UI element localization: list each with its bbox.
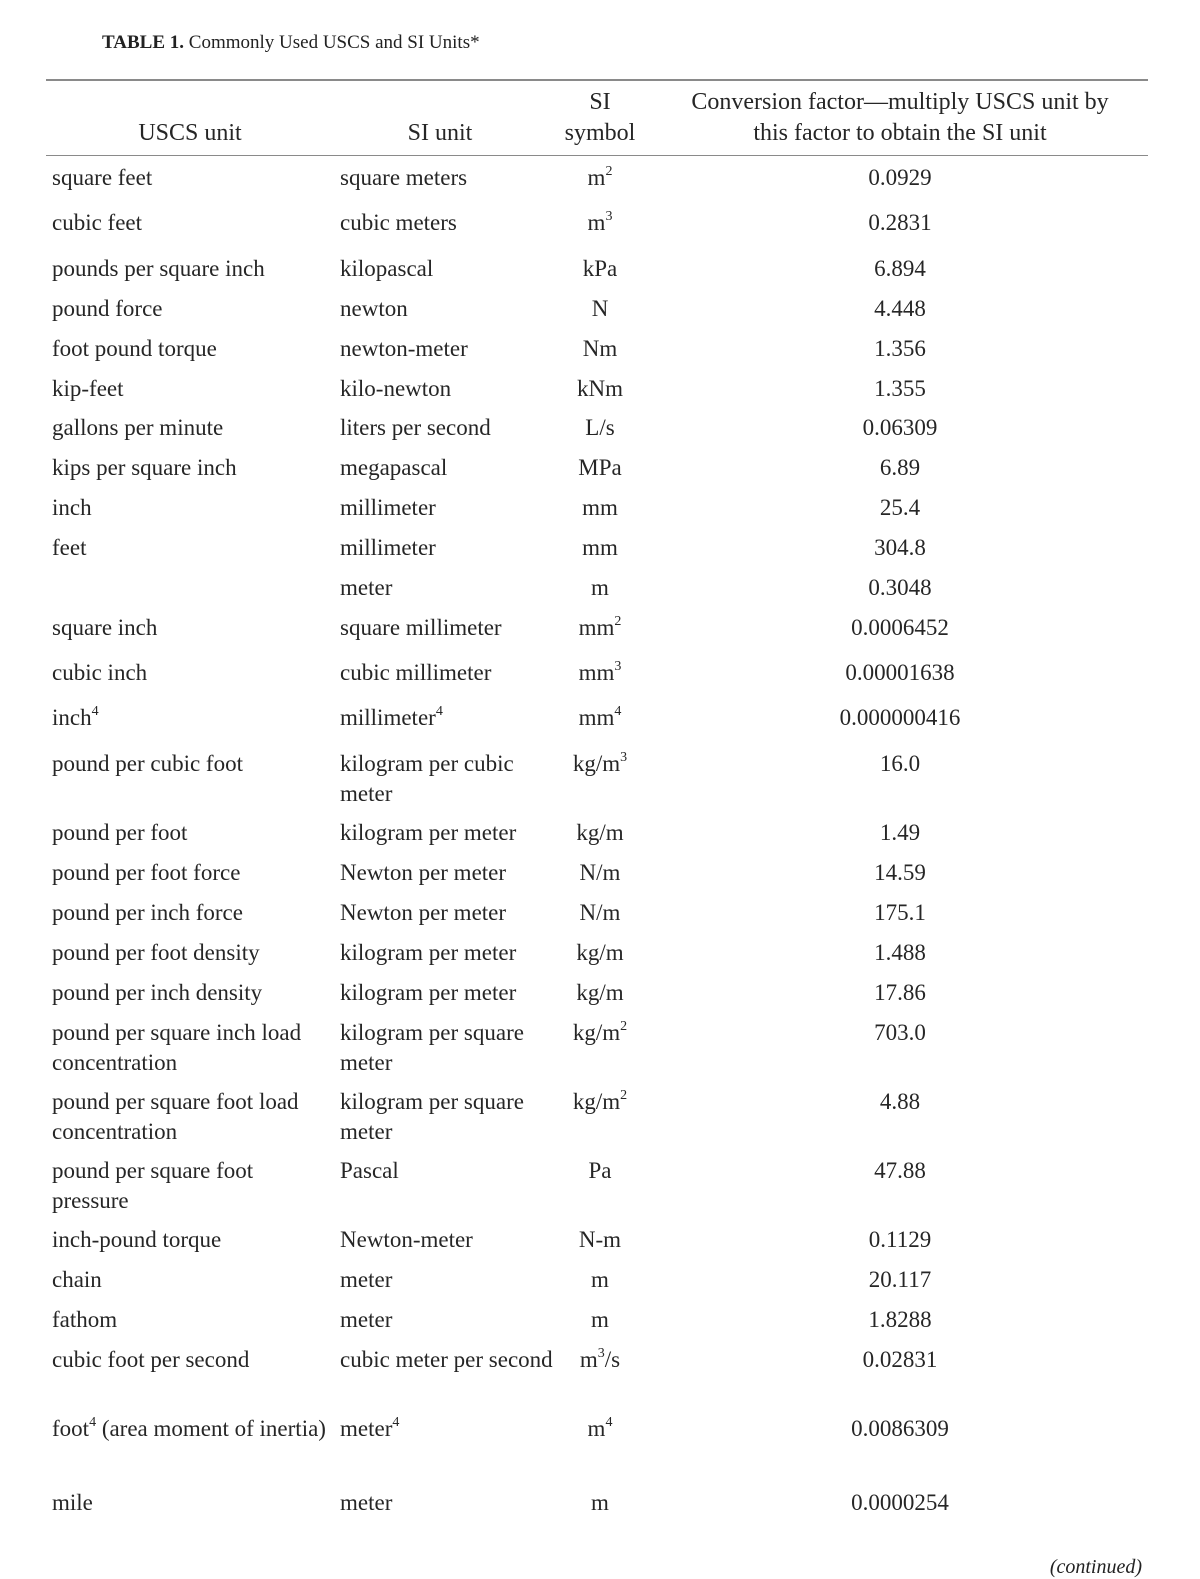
conversion-factor-cell — [700, 208, 1100, 238]
si-symbol-cell-text: kg/m — [572, 1020, 621, 1045]
si-symbol-cell-text: N-m — [578, 1227, 622, 1252]
si-unit-cell-text: meter — [340, 1267, 393, 1292]
si-symbol-cell-text: mm — [578, 705, 615, 730]
si-symbol-cell — [548, 703, 652, 733]
si-unit-cell-text: kilogram per meter — [340, 820, 517, 845]
uscs-unit-cell-text: inch — [52, 705, 92, 730]
conversion-factor-cell-text: 1.356 — [874, 336, 926, 361]
conversion-factor-cell-text: 4.448 — [874, 296, 926, 321]
header-conversion-factor — [660, 87, 1140, 149]
uscs-unit-cell-text: pound per inch density — [52, 980, 263, 1005]
si-symbol-cell — [548, 658, 652, 688]
si-symbol-cell — [548, 858, 652, 888]
header-si-symbol-line1: SI — [589, 89, 611, 115]
si-unit-cell-text: meter — [340, 1416, 393, 1441]
conversion-factor-cell — [700, 818, 1100, 848]
si-symbol-cell — [548, 1305, 652, 1335]
uscs-unit-cell-text: pound per foot — [52, 820, 188, 845]
conversion-factor-cell — [700, 413, 1100, 443]
si-symbol-cell-text: m — [591, 1490, 609, 1515]
si-symbol-cell — [548, 1265, 652, 1295]
conversion-factor-cell-text: 25.4 — [879, 495, 921, 520]
uscs-unit-cell — [52, 1305, 332, 1335]
conversion-factor-cell — [700, 703, 1100, 733]
si-unit-cell — [340, 749, 555, 809]
conversion-factor-cell — [700, 978, 1100, 1008]
si-symbol-cell-text: mm — [578, 615, 615, 640]
si-symbol-cell — [548, 1414, 652, 1444]
uscs-unit-cell-text: pound per foot density — [52, 940, 260, 965]
si-unit-cell — [340, 163, 555, 193]
si-symbol-cell — [548, 493, 652, 523]
uscs-unit-cell-text: gallons per minute — [52, 415, 224, 440]
si-unit-cell — [340, 413, 555, 443]
conversion-factor-cell — [700, 1345, 1100, 1375]
uscs-unit-cell-text: mile — [52, 1490, 93, 1515]
uscs-unit-cell — [52, 453, 332, 483]
si-symbol-cell — [548, 1345, 652, 1375]
conversion-factor-cell-text: 20.117 — [868, 1267, 932, 1292]
header-conversion-factor-line1: Conversion factor—multiply USCS unit by — [691, 89, 1109, 115]
conversion-factor-cell-text: 0.06309 — [862, 415, 938, 440]
uscs-unit-cell-text: cubic feet — [52, 210, 143, 235]
si-symbol-cell-text: kNm — [577, 376, 623, 401]
uscs-unit-cell — [52, 294, 332, 324]
si-unit-cell-text: newton — [340, 296, 408, 321]
uscs-unit-cell-text: pounds per square inch — [52, 256, 265, 281]
si-symbol-cell — [548, 613, 652, 643]
uscs-unit-cell — [52, 1225, 332, 1255]
si-symbol-cell-superscript: 2 — [620, 1088, 628, 1103]
si-unit-cell — [340, 533, 555, 563]
uscs-unit-cell — [52, 658, 332, 688]
si-unit-cell-text: Newton per meter — [340, 860, 507, 885]
conversion-factor-cell-text: 0.0929 — [868, 165, 932, 190]
header-bottom-rule — [46, 155, 1148, 156]
conversion-factor-cell-text: 703.0 — [874, 1020, 926, 1045]
conversion-factor-cell — [700, 1265, 1100, 1295]
caption-text: Commonly Used USCS and SI Units* — [188, 32, 480, 53]
conversion-factor-cell-text: 0.02831 — [862, 1347, 938, 1372]
si-symbol-cell-text: kg/m — [576, 940, 624, 965]
si-symbol-cell — [548, 294, 652, 324]
uscs-unit-cell — [52, 1265, 332, 1295]
conversion-factor-cell — [700, 453, 1100, 483]
si-unit-cell — [340, 898, 555, 928]
header-si-unit: SI unit — [407, 120, 473, 146]
conversion-factor-cell-text: 0.00001638 — [845, 660, 955, 685]
conversion-factor-cell-text: 0.0086309 — [851, 1416, 949, 1441]
si-symbol-cell-text: kg/m — [576, 980, 624, 1005]
conversion-factor-cell — [700, 749, 1100, 779]
si-symbol-cell-text: m — [587, 165, 606, 190]
conversion-factor-cell-text: 16.0 — [879, 751, 921, 776]
uscs-unit-cell — [52, 978, 332, 1008]
conversion-factor-cell-text: 0.1129 — [868, 1227, 932, 1252]
si-unit-cell-text: meter — [340, 575, 393, 600]
si-symbol-cell — [548, 898, 652, 928]
si-unit-cell-text: meter — [340, 1307, 393, 1332]
uscs-unit-cell — [52, 254, 332, 284]
si-unit-cell-superscript: 4 — [435, 704, 443, 719]
conversion-factor-cell — [700, 938, 1100, 968]
conversion-factor-cell — [700, 1488, 1100, 1518]
conversion-factor-cell-text: 0.2831 — [868, 210, 932, 235]
si-symbol-cell-text: m — [591, 1267, 609, 1292]
uscs-unit-cell-text: pound per square foot load concentration — [52, 1089, 299, 1144]
conversion-factor-cell — [700, 493, 1100, 523]
si-unit-cell — [340, 374, 555, 404]
conversion-factor-cell — [700, 254, 1100, 284]
uscs-unit-cell — [52, 1087, 332, 1147]
conversion-factor-cell-text: 1.488 — [874, 940, 926, 965]
uscs-unit-cell-text: cubic inch — [52, 660, 148, 685]
conversion-factor-cell-text: 14.59 — [874, 860, 926, 885]
si-symbol-cell-superscript: 4 — [605, 1415, 613, 1430]
conversion-factor-cell-text: 0.0000254 — [851, 1490, 949, 1515]
si-unit-cell-text: square millimeter — [340, 615, 502, 640]
si-symbol-cell — [548, 254, 652, 284]
si-symbol-cell — [548, 413, 652, 443]
conversion-factor-cell — [700, 1087, 1100, 1117]
si-unit-cell — [340, 858, 555, 888]
si-symbol-cell — [548, 938, 652, 968]
conversion-factor-cell — [700, 658, 1100, 688]
si-symbol-cell-text: kg/m — [572, 1089, 621, 1114]
si-unit-cell-text: kilogram per cubic meter — [340, 751, 514, 806]
uscs-unit-cell-text: foot pound torque — [52, 336, 217, 361]
si-unit-cell — [340, 818, 555, 848]
header-si-symbol — [548, 87, 652, 149]
uscs-unit-cell-text: pound force — [52, 296, 163, 321]
si-unit-cell-text: kilo-newton — [340, 376, 452, 401]
conversion-factor-cell — [700, 374, 1100, 404]
uscs-unit-cell — [52, 334, 332, 364]
si-unit-cell — [340, 978, 555, 1008]
header-conversion-factor-line2: this factor to obtain the SI unit — [753, 120, 1047, 146]
uscs-unit-cell-text: pound per square inch load concentration — [52, 1020, 302, 1075]
si-symbol-cell — [548, 374, 652, 404]
si-unit-cell — [340, 1225, 555, 1255]
si-unit-cell — [340, 1488, 555, 1518]
continued-note: (continued) — [1049, 1556, 1142, 1578]
table-top-rule — [46, 79, 1148, 81]
si-symbol-cell — [548, 749, 652, 779]
si-symbol-cell-text: mm — [578, 660, 615, 685]
uscs-unit-cell-text: cubic foot per second — [52, 1347, 250, 1372]
si-unit-cell-text: megapascal — [340, 455, 448, 480]
si-symbol-cell-superscript: 3 — [614, 659, 622, 674]
conversion-factor-cell-text: 6.894 — [874, 256, 926, 281]
si-symbol-cell — [548, 453, 652, 483]
si-symbol-cell-text: mm — [582, 495, 618, 520]
conversion-factor-cell — [700, 533, 1100, 563]
si-unit-cell-text: cubic meters — [340, 210, 457, 235]
si-symbol-cell-text: kg/m — [572, 751, 621, 776]
conversion-factor-cell — [700, 898, 1100, 928]
si-unit-cell-text: square meters — [340, 165, 468, 190]
si-unit-cell-text: millimeter — [340, 705, 436, 730]
si-unit-cell-text: Newton-meter — [340, 1227, 473, 1252]
si-unit-cell — [340, 938, 555, 968]
uscs-unit-cell — [52, 374, 332, 404]
conversion-factor-cell — [700, 334, 1100, 364]
si-symbol-cell-text: kPa — [582, 256, 618, 281]
uscs-unit-cell — [52, 413, 332, 443]
si-symbol-cell-superscript: 2 — [614, 614, 622, 629]
si-symbol-cell — [548, 1225, 652, 1255]
uscs-unit-cell — [52, 208, 332, 238]
uscs-unit-cell-text: feet — [52, 535, 87, 560]
uscs-unit-cell — [52, 938, 332, 968]
uscs-unit-cell — [52, 613, 332, 643]
si-unit-cell — [340, 453, 555, 483]
si-symbol-cell-superscript: 2 — [620, 1019, 628, 1034]
uscs-unit-cell-text: pound per cubic foot — [52, 751, 243, 776]
uscs-unit-cell — [52, 1018, 332, 1078]
uscs-unit-cell-text: inch — [52, 495, 92, 520]
uscs-unit-cell-text: square feet — [52, 165, 153, 190]
si-symbol-cell — [548, 1156, 652, 1186]
uscs-unit-cell-text: foot — [52, 1416, 90, 1441]
si-unit-cell-text: kilopascal — [340, 256, 434, 281]
conversion-factor-cell — [700, 1018, 1100, 1048]
table-caption — [102, 30, 480, 56]
si-symbol-cell — [548, 334, 652, 364]
si-unit-cell — [340, 493, 555, 523]
si-symbol-cell — [548, 573, 652, 603]
si-symbol-cell-text: mm — [582, 535, 618, 560]
si-symbol-cell — [548, 208, 652, 238]
conversion-factor-cell — [700, 613, 1100, 643]
si-symbol-cell-text: m — [591, 575, 609, 600]
uscs-unit-cell-text: pound per foot force — [52, 860, 241, 885]
conversion-factor-cell-text: 17.86 — [874, 980, 926, 1005]
si-unit-cell — [340, 294, 555, 324]
conversion-factor-cell-text: 1.355 — [874, 376, 926, 401]
uscs-unit-cell — [52, 749, 332, 779]
uscs-unit-cell — [52, 1345, 332, 1375]
si-unit-cell — [340, 254, 555, 284]
uscs-unit-cell-text: pound per square foot pressure — [52, 1158, 254, 1213]
header-uscs-unit: USCS unit — [138, 120, 242, 146]
si-symbol-cell — [548, 533, 652, 563]
uscs-unit-cell-text: pound per inch force — [52, 900, 243, 925]
si-symbol-cell-text: N — [591, 296, 609, 321]
uscs-unit-cell-text: fathom — [52, 1307, 118, 1332]
si-unit-cell — [340, 1018, 555, 1078]
si-unit-cell-text: millimeter — [340, 495, 436, 520]
si-unit-cell — [340, 1156, 555, 1186]
si-unit-cell — [340, 1345, 555, 1375]
uscs-unit-cell-text: inch-pound torque — [52, 1227, 222, 1252]
si-symbol-cell — [548, 1488, 652, 1518]
si-unit-cell-text: Newton per meter — [340, 900, 507, 925]
conversion-factor-cell-text: 304.8 — [874, 535, 926, 560]
uscs-unit-cell — [52, 703, 332, 733]
si-symbol-cell-text: m — [579, 1347, 598, 1372]
uscs-unit-cell — [52, 533, 332, 563]
si-unit-cell-text: kilogram per meter — [340, 980, 517, 1005]
uscs-unit-cell — [52, 898, 332, 928]
si-symbol-cell-superscript: 2 — [605, 164, 613, 179]
si-symbol-cell-text: kg/m — [576, 820, 624, 845]
conversion-factor-cell-text: 0.000000416 — [839, 705, 961, 730]
uscs-unit-cell-text: kips per square inch — [52, 455, 237, 480]
uscs-unit-cell — [52, 163, 332, 193]
conversion-factor-cell-text: 0.3048 — [868, 575, 932, 600]
si-unit-cell — [340, 1414, 555, 1444]
uscs-unit-cell — [52, 818, 332, 848]
uscs-unit-cell — [52, 1488, 332, 1518]
si-symbol-cell — [548, 163, 652, 193]
si-unit-cell — [340, 334, 555, 364]
si-unit-cell — [340, 1087, 555, 1147]
si-symbol-cell-text: N/m — [579, 900, 621, 925]
si-unit-cell-text: kilogram per square meter — [340, 1089, 524, 1144]
uscs-unit-cell-suffix: (area moment of inertia) — [96, 1416, 326, 1441]
si-unit-cell-text: millimeter — [340, 535, 436, 560]
conversion-factor-cell-text: 1.49 — [879, 820, 921, 845]
conversion-factor-cell — [700, 163, 1100, 193]
conversion-factor-cell-text: 0.0006452 — [851, 615, 949, 640]
si-symbol-cell-superscript: 4 — [614, 704, 622, 719]
si-symbol-cell — [548, 978, 652, 1008]
si-symbol-cell-text: Pa — [588, 1158, 612, 1183]
si-unit-cell — [340, 1265, 555, 1295]
uscs-unit-cell-superscript: 4 — [89, 1415, 97, 1430]
si-unit-cell — [340, 208, 555, 238]
conversion-factor-cell-text: 4.88 — [879, 1089, 921, 1114]
si-symbol-cell — [548, 1018, 652, 1048]
si-symbol-cell-text: m — [587, 210, 606, 235]
conversion-factor-cell — [700, 573, 1100, 603]
uscs-unit-cell-text: square inch — [52, 615, 158, 640]
si-symbol-cell-superscript: 3 — [597, 1346, 605, 1361]
conversion-factor-cell-text: 47.88 — [874, 1158, 926, 1183]
si-unit-cell-text: cubic millimeter — [340, 660, 492, 685]
si-symbol-cell — [548, 818, 652, 848]
si-unit-cell-text: Pascal — [340, 1158, 399, 1183]
caption-label: TABLE 1. — [102, 32, 185, 53]
uscs-unit-cell-superscript: 4 — [91, 704, 99, 719]
si-symbol-cell-text: Nm — [582, 336, 618, 361]
uscs-unit-cell-text: kip-feet — [52, 376, 124, 401]
uscs-unit-cell — [52, 858, 332, 888]
uscs-unit-cell — [52, 1414, 332, 1444]
si-symbol-cell — [548, 1087, 652, 1117]
si-unit-cell-text: liters per second — [340, 415, 491, 440]
conversion-factor-cell — [700, 1414, 1100, 1444]
conversion-factor-cell-text: 6.89 — [879, 455, 921, 480]
si-symbol-cell-superscript: 3 — [620, 750, 628, 765]
conversion-factor-cell-text: 1.8288 — [868, 1307, 932, 1332]
uscs-unit-cell — [52, 493, 332, 523]
conversion-factor-cell — [700, 1225, 1100, 1255]
si-unit-cell — [340, 658, 555, 688]
si-symbol-cell-text: L/s — [585, 415, 615, 440]
si-symbol-cell-suffix: /s — [604, 1347, 621, 1372]
si-symbol-cell-text: m — [591, 1307, 609, 1332]
uscs-unit-cell-text: chain — [52, 1267, 102, 1292]
si-unit-cell — [340, 573, 555, 603]
si-symbol-cell-text: N/m — [579, 860, 621, 885]
si-unit-cell-text: meter — [340, 1490, 393, 1515]
conversion-factor-cell — [700, 1156, 1100, 1186]
header-si-symbol-line2: symbol — [564, 120, 636, 146]
si-unit-cell — [340, 1305, 555, 1335]
si-symbol-cell-text: m — [587, 1416, 606, 1441]
conversion-factor-cell-text: 175.1 — [874, 900, 926, 925]
si-unit-cell — [340, 613, 555, 643]
si-unit-cell-text: cubic meter per second — [340, 1347, 553, 1372]
si-symbol-cell-superscript: 3 — [605, 209, 613, 224]
conversion-factor-cell — [700, 294, 1100, 324]
si-unit-cell-text: kilogram per square meter — [340, 1020, 524, 1075]
conversion-factor-cell — [700, 1305, 1100, 1335]
conversion-factor-cell — [700, 858, 1100, 888]
si-symbol-cell-text: MPa — [578, 455, 622, 480]
si-unit-cell-text: kilogram per meter — [340, 940, 517, 965]
si-unit-cell — [340, 703, 555, 733]
si-unit-cell-superscript: 4 — [392, 1415, 400, 1430]
si-unit-cell-text: newton-meter — [340, 336, 468, 361]
uscs-unit-cell — [52, 1156, 332, 1216]
